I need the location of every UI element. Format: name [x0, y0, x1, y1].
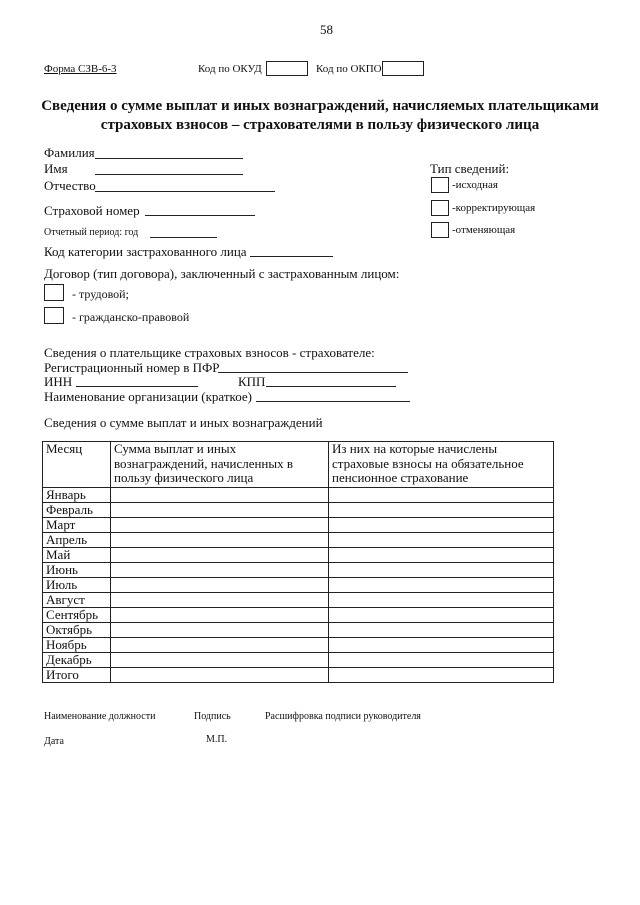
month-cell: Май — [43, 548, 111, 563]
month-cell: Сентябрь — [43, 608, 111, 623]
insured-amount-cell[interactable] — [329, 578, 554, 593]
info-type-original-checkbox[interactable] — [431, 177, 449, 193]
org-name-field[interactable] — [256, 401, 410, 402]
insured-amount-cell[interactable] — [329, 518, 554, 533]
month-cell: Ноябрь — [43, 638, 111, 653]
table-row — [43, 563, 554, 578]
month-cell: Февраль — [43, 503, 111, 518]
payments-table — [42, 441, 554, 683]
form-label: Форма СЗВ-6-3 — [44, 63, 117, 75]
amount-cell[interactable] — [111, 578, 329, 593]
table-row — [43, 548, 554, 563]
contract-labor-label: - трудовой; — [72, 287, 129, 301]
okpo-field[interactable] — [382, 61, 424, 76]
insured-amount-cell[interactable] — [329, 503, 554, 518]
inn-label: ИНН — [44, 374, 73, 389]
contract-labor-checkbox[interactable] — [44, 284, 64, 301]
contract-label: Договор (тип договора), заключенный с застрахованным лицом: — [44, 266, 400, 281]
table-row — [43, 518, 554, 533]
category-field[interactable] — [250, 256, 333, 257]
amount-cell[interactable] — [111, 653, 329, 668]
stamp-label: М.П. — [206, 734, 228, 745]
signature-label: Подпись — [194, 711, 231, 722]
insured-amount-cell[interactable] — [329, 488, 554, 503]
table-row — [43, 578, 554, 593]
insurance-number-field[interactable] — [145, 215, 255, 216]
month-cell: Март — [43, 518, 111, 533]
form-title-line2: страховых взносов – страхователями в пользу физического лица — [100, 117, 540, 133]
org-name-label: Наименование организации (краткое) — [44, 389, 252, 404]
payer-heading: Сведения о плательщике страховых взносов - страхователе: — [44, 345, 375, 360]
kpp-label: КПП — [238, 374, 266, 389]
month-cell: Июнь — [43, 563, 111, 578]
table-row — [43, 608, 554, 623]
total-label-cell: Итого — [43, 668, 111, 683]
month-cell: Октябрь — [43, 623, 111, 638]
surname-label: Фамилия — [44, 145, 95, 160]
insured-amount-cell[interactable] — [329, 623, 554, 638]
info-type-original-label: -исходная — [452, 179, 498, 191]
insured-amount-cell[interactable] — [329, 548, 554, 563]
column-header-insured-amount: Из них на которые начислены страховые взносы на обязательное пенсионное страхование — [329, 442, 554, 488]
info-type-label: Тип сведений: — [430, 161, 510, 176]
insurance-number-label: Страховой номер — [44, 203, 140, 218]
reg-number-label: Регистрационный номер в ПФР — [44, 360, 220, 375]
info-type-correcting-label: -корректирующая — [452, 202, 536, 214]
date-label: Дата — [44, 736, 64, 747]
okud-field[interactable] — [266, 61, 308, 76]
amount-cell[interactable] — [111, 533, 329, 548]
table-row — [43, 593, 554, 608]
month-cell: Апрель — [43, 533, 111, 548]
contract-civil-checkbox[interactable] — [44, 307, 64, 324]
amount-cell[interactable] — [111, 488, 329, 503]
month-cell: Январь — [43, 488, 111, 503]
period-year-field[interactable] — [150, 237, 217, 238]
insured-amount-cell[interactable] — [329, 533, 554, 548]
total-amount-cell[interactable] — [111, 668, 329, 683]
amount-cell[interactable] — [111, 623, 329, 638]
amount-cell[interactable] — [111, 503, 329, 518]
total-insured-amount-cell[interactable] — [329, 668, 554, 683]
table-row — [43, 488, 554, 503]
info-type-correcting-checkbox[interactable] — [431, 200, 449, 216]
month-cell: Июль — [43, 578, 111, 593]
position-label: Наименование должности — [44, 711, 156, 722]
table-row — [43, 638, 554, 653]
insured-amount-cell[interactable] — [329, 563, 554, 578]
name-field[interactable] — [95, 174, 243, 175]
table-row — [43, 503, 554, 518]
page-number: 58 — [320, 22, 333, 37]
insured-amount-cell[interactable] — [329, 638, 554, 653]
insured-amount-cell[interactable] — [329, 593, 554, 608]
amount-cell[interactable] — [111, 608, 329, 623]
payments-heading: Сведения о сумме выплат и иных вознаграждений — [44, 415, 323, 430]
column-header-amount: Сумма выплат и иных вознаграждений, начисленных в пользу физического лица — [111, 442, 329, 488]
contract-civil-label: - гражданско-правовой — [72, 310, 190, 324]
signature-decode-label: Расшифровка подписи руководителя — [265, 711, 421, 722]
month-cell: Август — [43, 593, 111, 608]
surname-field[interactable] — [95, 158, 243, 159]
patronymic-label: Отчество — [44, 178, 96, 193]
amount-cell[interactable] — [111, 548, 329, 563]
okpo-label: Код по ОКПО — [316, 63, 382, 75]
table-header-row — [43, 442, 554, 488]
amount-cell[interactable] — [111, 638, 329, 653]
amount-cell[interactable] — [111, 518, 329, 533]
category-label: Код категории застрахованного лица — [44, 244, 247, 259]
form-title-line1: Сведения о сумме выплат и иных вознаграждений, начисляемых плательщиками — [41, 98, 599, 114]
month-cell: Декабрь — [43, 653, 111, 668]
info-type-cancelling-label: -отменяющая — [452, 224, 516, 236]
amount-cell[interactable] — [111, 563, 329, 578]
name-label: Имя — [44, 161, 68, 176]
insured-amount-cell[interactable] — [329, 653, 554, 668]
table-total-row — [43, 668, 554, 683]
reg-number-field[interactable] — [218, 372, 408, 373]
table-row — [43, 623, 554, 638]
table-row — [43, 653, 554, 668]
info-type-cancelling-checkbox[interactable] — [431, 222, 449, 238]
patronymic-field[interactable] — [95, 191, 275, 192]
table-row — [43, 533, 554, 548]
period-label: Отчетный период: год — [44, 227, 139, 238]
amount-cell[interactable] — [111, 593, 329, 608]
insured-amount-cell[interactable] — [329, 608, 554, 623]
okud-label: Код по ОКУД — [198, 63, 262, 75]
kpp-field[interactable] — [266, 386, 396, 387]
inn-field[interactable] — [76, 386, 198, 387]
column-header-month: Месяц — [43, 442, 111, 488]
